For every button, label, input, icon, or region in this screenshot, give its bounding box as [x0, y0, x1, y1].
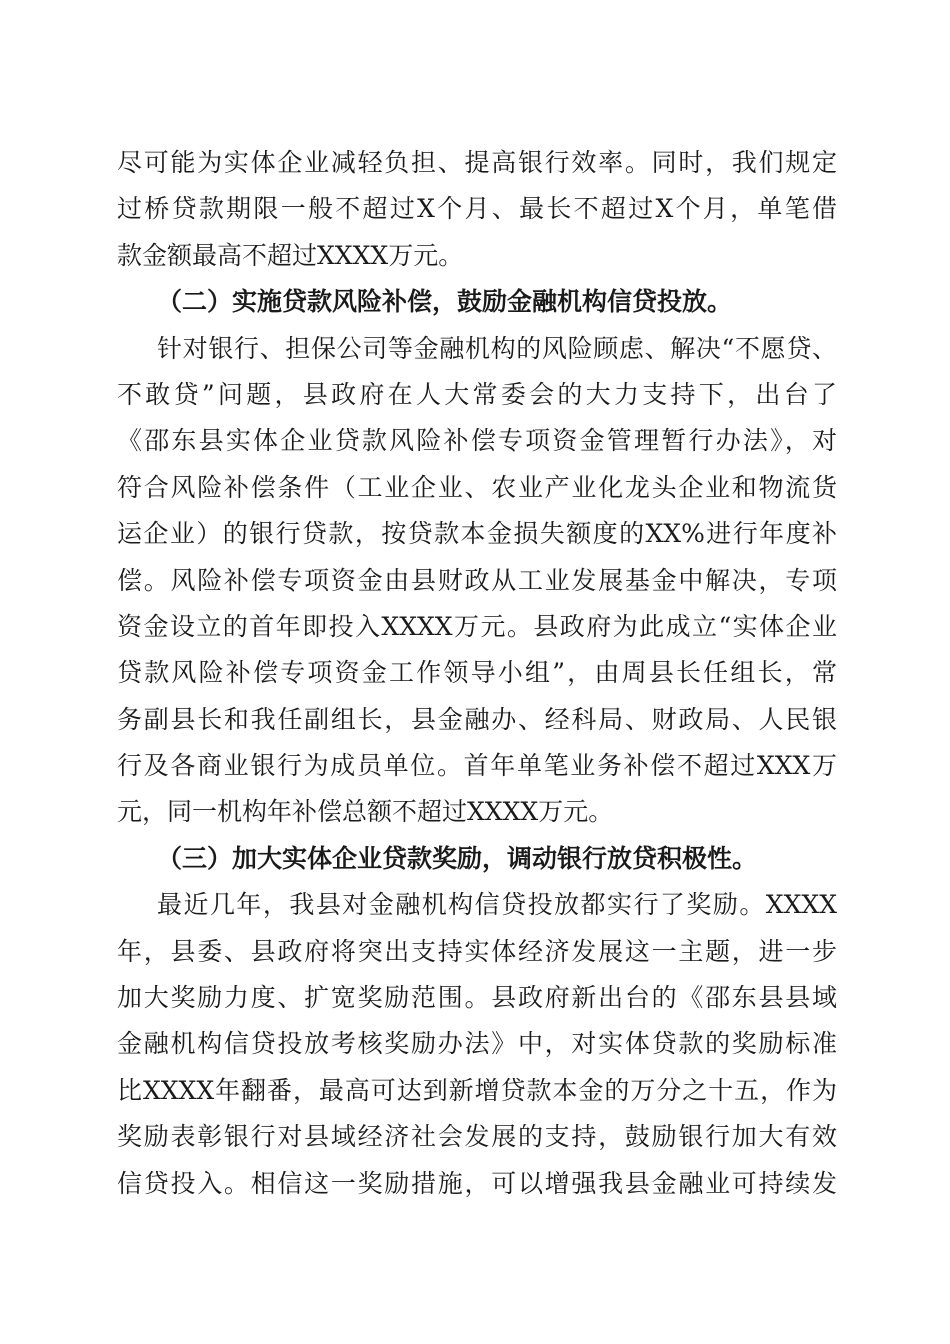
text-line: 运企业）的银行贷款，按贷款本金损失额度的XX%进行年度补: [117, 519, 837, 549]
text-line: 偿。风险补偿专项资金由县财政从工业发展基金中解决，专项: [117, 565, 837, 595]
paragraph-first-line: 针对银行、担保公司等金融机构的风险顾虑、解决“不愿贷、: [157, 333, 837, 363]
text-line: 贷款风险补偿专项资金工作领导小组”，由周县长任组长，常: [117, 658, 837, 688]
text-line: 不敢贷”问题，县政府在人大常委会的大力支持下，出台了: [117, 379, 837, 409]
text-line: 尽可能为实体企业减轻负担、提高银行效率。同时，我们规定: [117, 148, 837, 177]
text-line: 金融机构信贷投放考核奖励办法》中，对实体贷款的奖励标准: [117, 1029, 837, 1059]
section-heading: （二）实施贷款风险补偿，鼓励金融机构信贷投放。: [157, 287, 733, 317]
text-line: 奖励表彰银行对县域经济社会发展的支持，鼓励银行加大有效: [117, 1122, 837, 1152]
document-body: [117, 140, 837, 1207]
text-line: 年，县委、县政府将突出支持实体经济发展这一主题，进一步: [117, 936, 837, 966]
text-line: 比XXXX年翻番，最高可达到新增贷款本金的万分之十五，作为: [117, 1075, 837, 1105]
text-line: 务副县长和我任副组长，县金融办、经科局、财政局、人民银: [117, 704, 837, 734]
text-line: 信贷投入。相信这一奖励措施，可以增强我县金融业可持续发: [117, 1168, 837, 1198]
text-line: 加大奖励力度、扩宽奖励范围。县政府新出台的《邵东县县域: [117, 983, 837, 1013]
paragraph-first-line: 最近几年，我县对金融机构信贷投放都实行了奖励。XXXX: [157, 890, 837, 920]
text-line: 过桥贷款期限一般不超过X个月、最长不超过X个月，单笔借: [117, 194, 837, 224]
text-line: 资金设立的首年即投入XXXX万元。县政府为此成立“实体企业: [117, 611, 837, 641]
text-line: 元，同一机构年补偿总额不超过XXXX万元。: [117, 797, 614, 827]
text-line: 款金额最高不超过XXXX万元。: [117, 240, 464, 270]
text-line: 行及各商业银行为成员单位。首年单笔业务补偿不超过XXX万: [117, 751, 837, 781]
text-line: 符合风险补偿条件（工业企业、农业产业化龙头企业和物流货: [117, 472, 837, 502]
text-line: 《邵东县实体企业贷款风险补偿专项资金管理暂行办法》，对: [117, 426, 837, 456]
section-heading: （三）加大实体企业贷款奖励，调动银行放贷积极性。: [157, 843, 758, 873]
